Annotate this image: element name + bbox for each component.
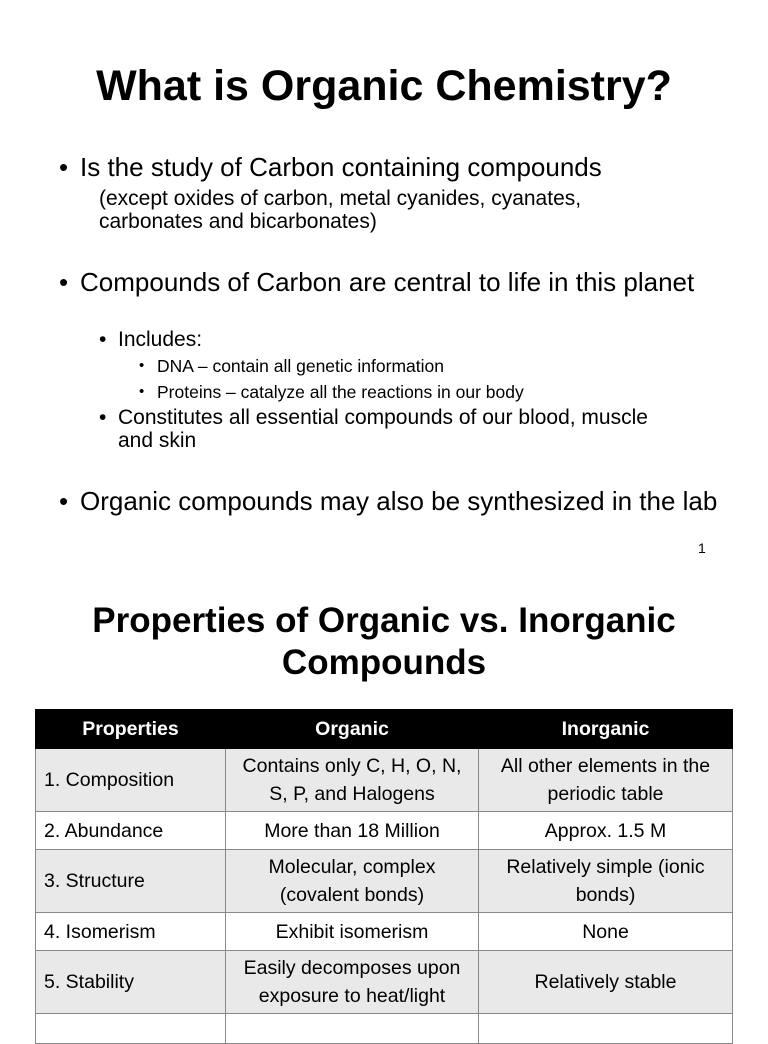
- slide2-title: [0, 600, 768, 684]
- bullet-note: [99, 187, 699, 233]
- table-row: [36, 812, 733, 850]
- bullet-carbon-study: • Is the study of Carbon containing compounds: [59, 154, 720, 181]
- table-cell: Relatively stable: [479, 951, 733, 1014]
- properties-table: [35, 709, 733, 1044]
- header-inorganic: Inorganic: [479, 710, 733, 749]
- sub-bullet-includes: • Includes:: [99, 328, 678, 351]
- slide2-title-line2: Compounds: [281, 643, 487, 682]
- table-cell: 4. Isomerism: [36, 913, 226, 951]
- table-row: [36, 951, 733, 1014]
- table-cell: Approx. 1.5 M: [479, 812, 733, 850]
- table-cell: More than 18 Million: [226, 812, 479, 850]
- table-cell: All other elements in the periodic table: [479, 749, 733, 812]
- table-row: [36, 850, 733, 913]
- sub-bullet-constitutes: • Constitutes all essential compounds of our blood, muscle and skin: [99, 406, 678, 452]
- table-row: [36, 749, 733, 812]
- header-properties: Properties: [36, 710, 226, 749]
- bullet-synthesized: • Organic compounds may also be synthesized in the lab: [59, 488, 720, 515]
- page-number: 1: [698, 540, 706, 556]
- bullet-note-line2: carbonates and bicarbonates): [99, 210, 377, 233]
- table-cell: Molecular, complex (covalent bonds): [226, 850, 479, 913]
- table-header-row: [36, 710, 733, 749]
- sub-sub-bullet-dna: • DNA – contain all genetic information: [139, 354, 677, 378]
- table-cell: Contains only C, H, O, N, S, P, and Halogens: [226, 749, 479, 812]
- table-cell: 2. Abundance: [36, 812, 226, 850]
- table-cell: Relatively simple (ionic bonds): [479, 850, 733, 913]
- table-row: [36, 913, 733, 951]
- table-cell: 5. Stability: [36, 951, 226, 1014]
- bullet-note-line1: (except oxides of carbon, metal cyanides, cyanates,: [99, 187, 582, 210]
- table-cell: Easily decomposes upon exposure to heat/light: [226, 951, 479, 1014]
- slide-title: What is Organic Chemistry?: [96, 62, 672, 110]
- table-cell: 3. Structure: [36, 850, 226, 913]
- slide2-title-line1: Properties of Organic vs. Inorganic: [92, 601, 676, 640]
- table-cell: None: [479, 913, 733, 951]
- table-cell: 1. Composition: [36, 749, 226, 812]
- sub-sub-bullet-proteins: • Proteins – catalyze all the reactions in our body: [139, 380, 677, 404]
- bullet-carbon-life: • Compounds of Carbon are central to life in this planet: [59, 269, 720, 296]
- header-organic: Organic: [226, 710, 479, 749]
- table-cell: Exhibit isomerism: [226, 913, 479, 951]
- table-row-partial: [36, 1014, 733, 1044]
